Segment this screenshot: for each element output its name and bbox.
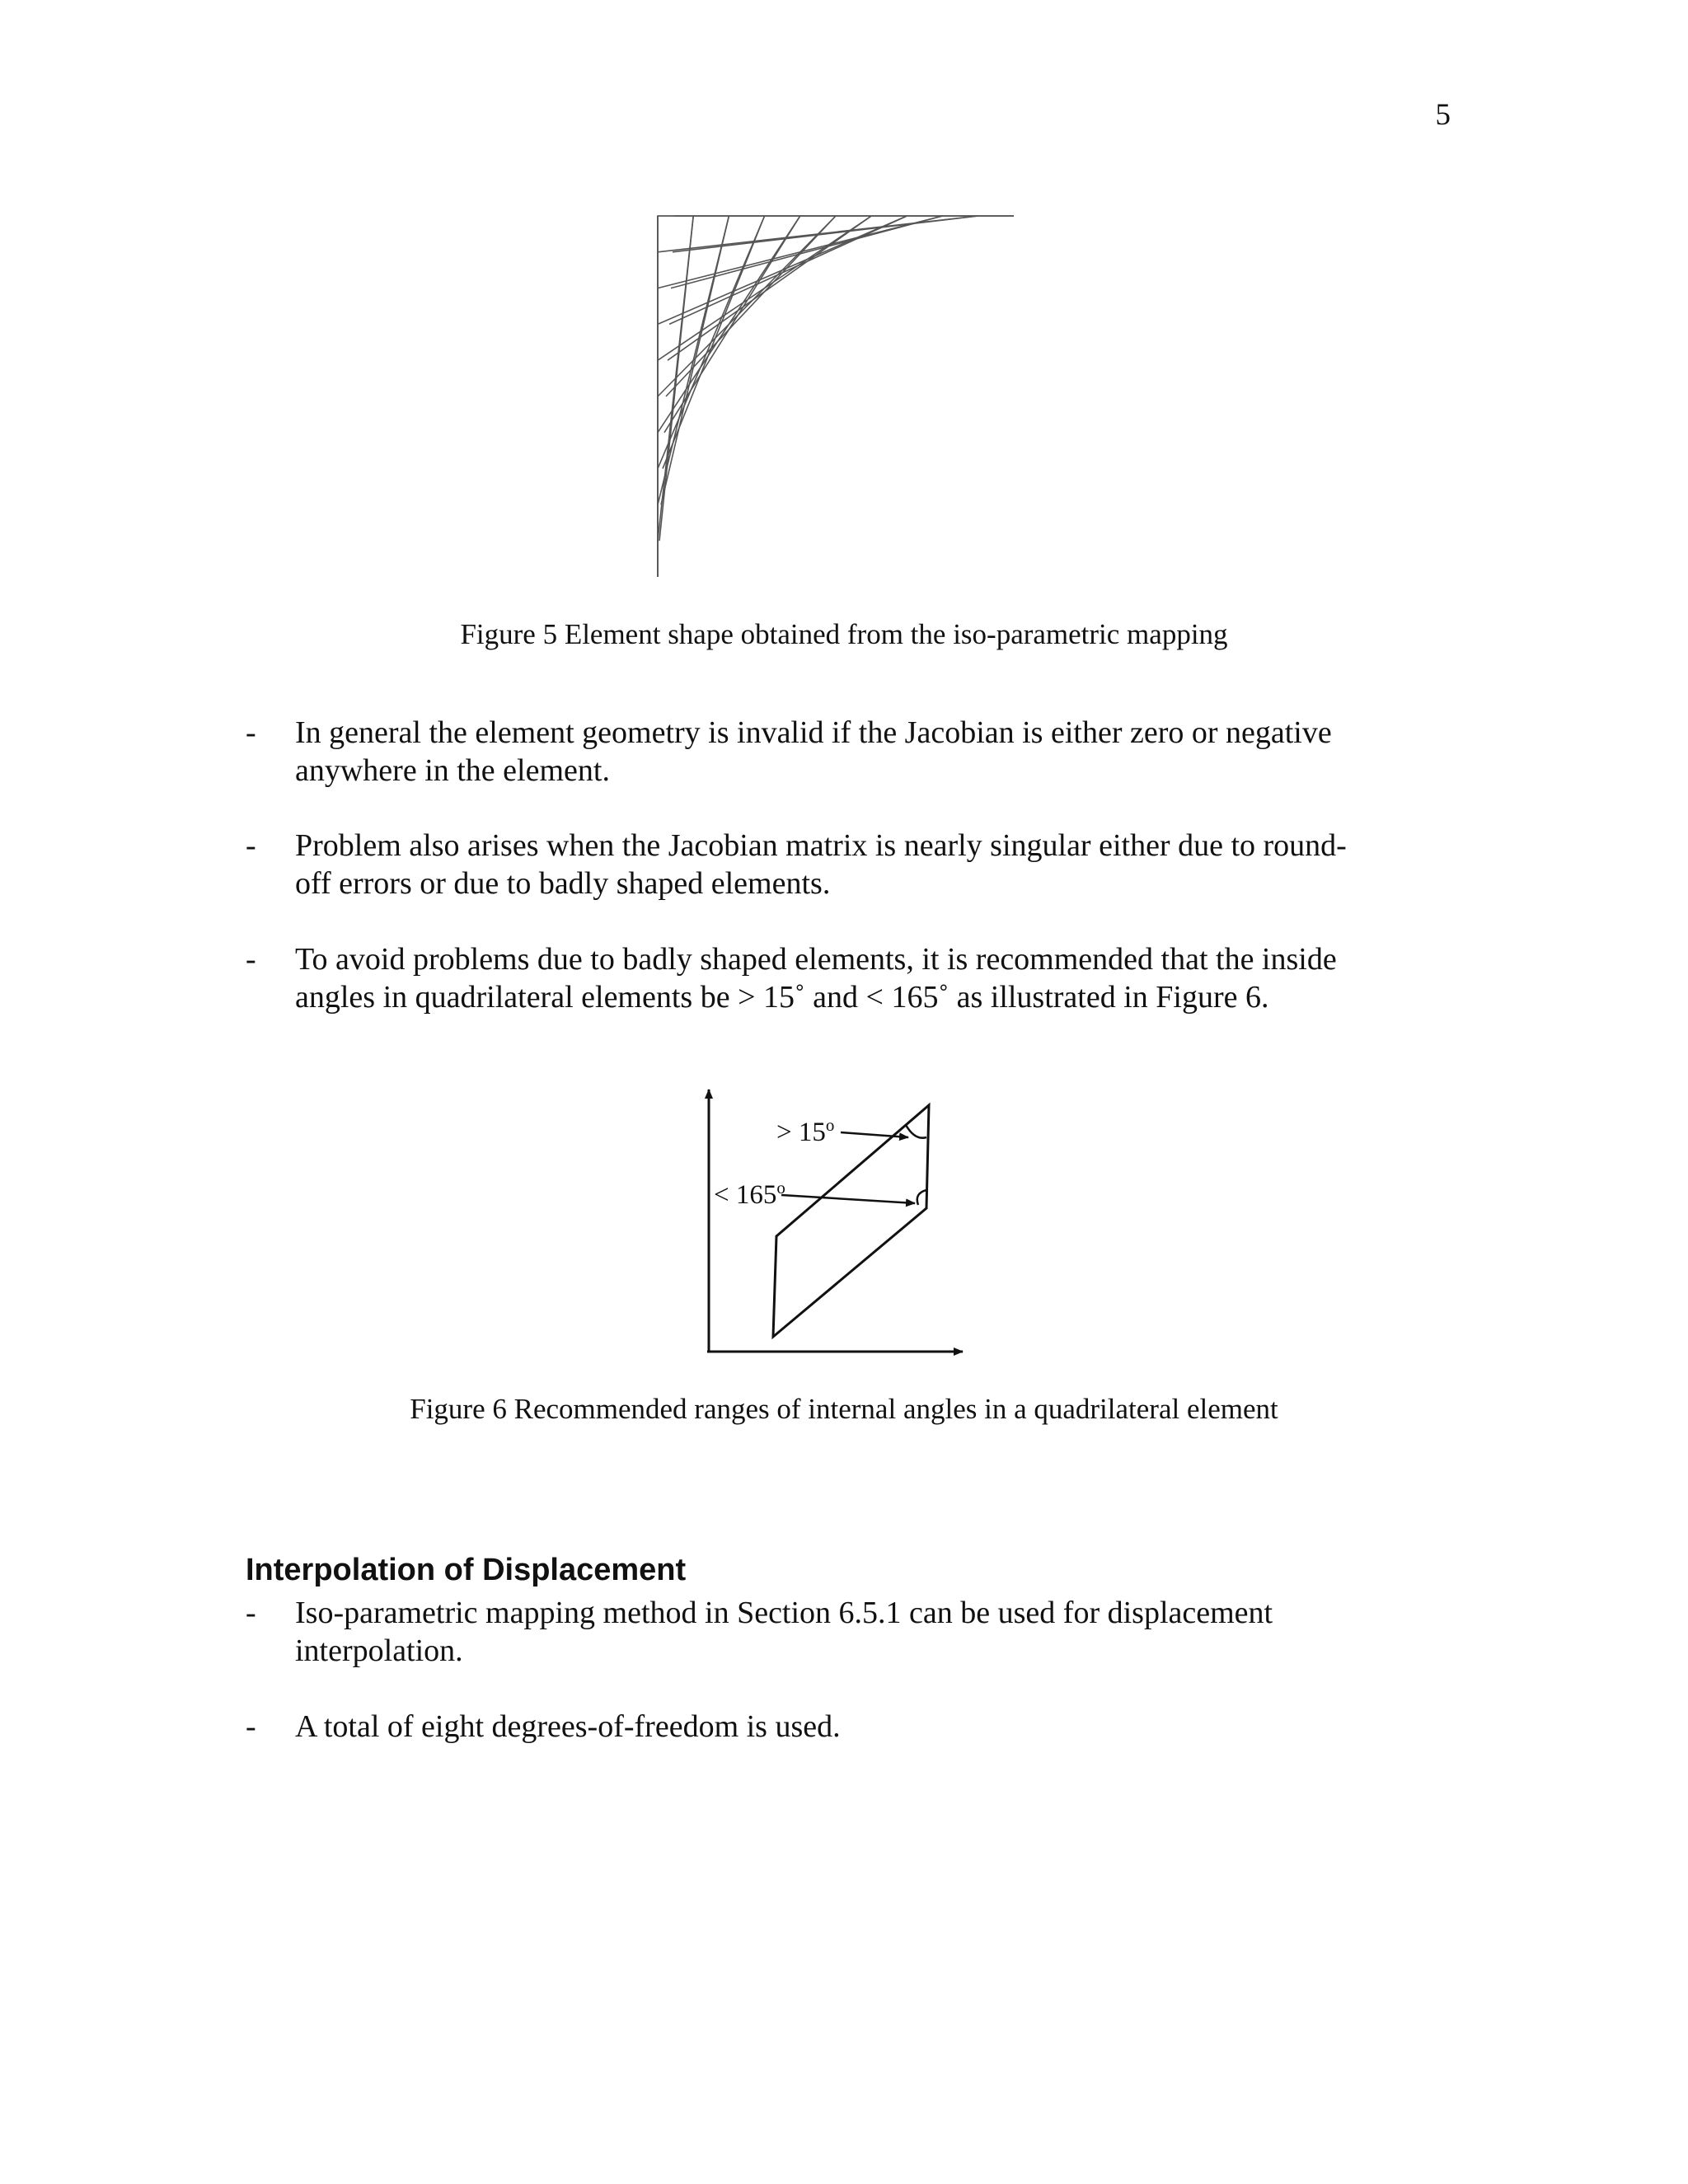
page-number: 5	[1435, 98, 1451, 132]
bullet-line: Problem also arises when the Jacobian matrix is nearly singular either due to round-	[295, 828, 1347, 863]
mesh-line	[658, 216, 693, 541]
bullet-dash: -	[246, 1709, 256, 1744]
mesh-line	[658, 216, 765, 469]
bullet-dash: -	[246, 1596, 256, 1630]
bullet-dash: -	[246, 942, 256, 977]
angle-arc-large	[917, 1190, 926, 1205]
figure-5-caption: Figure 5 Element shape obtained from the iso-parametric mapping	[460, 618, 1228, 650]
arrow-large-angle	[781, 1195, 915, 1203]
bullet-line: To avoid problems due to badly shaped elements, it is recommended that the inside	[295, 942, 1337, 977]
bullet-line: In general the element geometry is invalid if the Jacobian is either zero or negative	[295, 715, 1332, 750]
label-less-165: < $165^o$	[714, 1178, 785, 1210]
figure-6-diagram	[692, 1080, 973, 1360]
label-greater-15: > $15^o$	[776, 1115, 835, 1147]
bullet-line: Iso-parametric mapping method in Section 6.5.1 can be used for displacement	[295, 1596, 1273, 1630]
mesh-line	[671, 216, 943, 288]
bullet-line: A total of eight degrees-of-freedom is used.	[295, 1709, 841, 1744]
figure-5-mesh	[651, 206, 1030, 585]
figure-6-caption: Figure 6 Recommended ranges of internal angles in a quadrilateral element	[410, 1393, 1278, 1425]
angle-arc-small	[906, 1125, 926, 1138]
bullet-dash: -	[246, 715, 256, 750]
bullet-line: angles in quadrilateral elements be > 15˚ and < 165˚ as illustrated in Figure 6.	[295, 980, 1269, 1015]
bullet-dash: -	[246, 828, 256, 863]
bullet-line: interpolation.	[295, 1633, 463, 1668]
bullet-line: anywhere in the element.	[295, 753, 610, 788]
mesh-line	[663, 216, 765, 469]
mesh-line	[669, 216, 907, 324]
mesh-line	[658, 216, 800, 433]
bullet-line: off errors or due to badly shaped elements.	[295, 866, 831, 901]
mesh-boundary	[658, 216, 1014, 577]
mesh-lines	[658, 216, 1014, 577]
section-heading: Interpolation of Displacement	[246, 1553, 687, 1587]
